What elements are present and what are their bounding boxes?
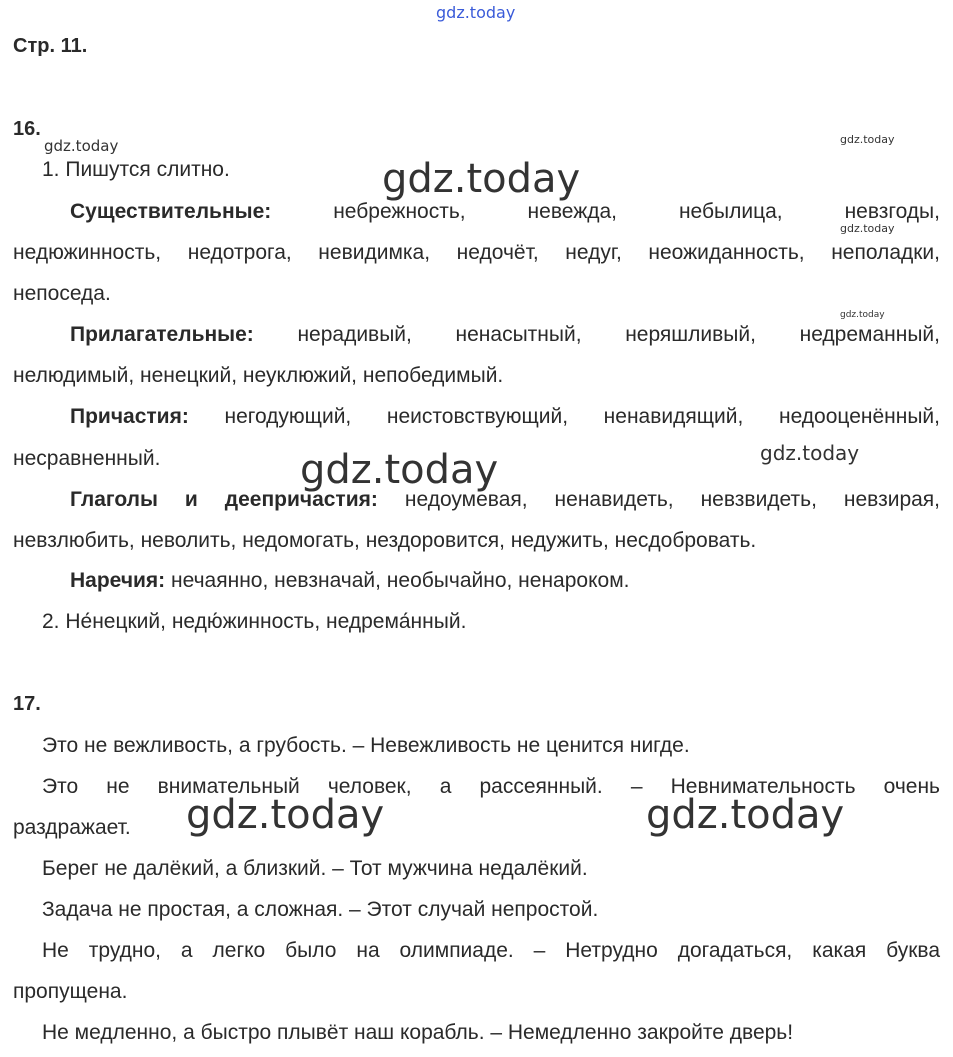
ex16-nouns-line-3: непоседа. — [13, 282, 111, 305]
ex16-part-line-1 — [70, 404, 940, 430]
ex17-line-4: Берег не далёкий, а близкий. – Тот мужчина недалёкий. — [42, 857, 588, 880]
ex16-verb-line-2: невзлюбить, неволить, недомогать, нездоровится, недужить, несдобровать. — [13, 529, 757, 552]
adj-label: Прилагательные: — [70, 323, 254, 346]
ex16-nouns-line-1 — [70, 199, 940, 225]
adv-label: Наречия: — [70, 569, 166, 592]
ex16-adv-line — [70, 568, 940, 594]
watermark: gdz.today — [382, 156, 581, 202]
watermark: gdz.today — [840, 133, 895, 146]
ex17-line-3: раздражает. — [13, 816, 131, 839]
ex17-line-2: Это не внимательный человек, а рассеянный. – Невнимательность очень — [42, 775, 940, 798]
ex17-line-7: пропущена. — [13, 980, 128, 1003]
ex17-line-6: Не трудно, а легко было на олимпиаде. – Нетрудно догадаться, какая буква — [42, 939, 940, 962]
ex17-line-5: Задача не простая, а сложная. – Этот случай непростой. — [42, 898, 599, 921]
watermark: gdz.today — [840, 310, 885, 320]
ex17-line-8: Не медленно, а быстро плывёт наш корабль. – Немедленно закройте дверь! — [42, 1021, 794, 1044]
ex16-adj-line-1 — [70, 322, 940, 348]
adj-words: нерадивый, ненасытный, неряшливый, недреманный, — [297, 323, 940, 346]
verb-words: недоумевая, ненавидеть, невзвидеть, невзирая, — [404, 488, 941, 511]
watermark-top: gdz.today — [436, 3, 516, 22]
watermark: gdz.today — [760, 441, 860, 465]
part-label: Причастия: — [70, 405, 189, 428]
ex16-adj-line-2: нелюдимый, ненецкий, неуклюжий, непобедимый. — [13, 364, 504, 387]
exercise-17-number: 17. — [13, 693, 41, 715]
ex17-line-1: Это не вежливость, а грубость. – Невежливость не ценится нигде. — [42, 734, 690, 757]
watermark: gdz.today — [300, 447, 499, 493]
ex16-nouns-line-2: недюжинность, недотрога, невидимка, недочёт, недуг, неожиданность, неполадки, — [13, 241, 940, 264]
ex16-part-line-2: несравненный. — [13, 447, 161, 470]
adv-words: нечаянно, невзначай, необычайно, ненароком. — [171, 569, 630, 592]
watermark: gdz.today — [646, 792, 845, 838]
watermark: gdz.today — [44, 137, 119, 155]
ex16-item-1: 1. Пишутся слитно. — [42, 158, 230, 181]
page-label: Стр. 11. — [13, 35, 88, 57]
exercise-16-number: 16. — [13, 118, 41, 140]
ex16-verb-line-1 — [70, 487, 940, 513]
ex16-item-2: 2. Не́нецкий, недю́жинность, недрема́нный. — [42, 610, 467, 633]
watermark: gdz.today — [186, 792, 385, 838]
verb-label: Глаголы и деепричастия: — [70, 488, 378, 511]
nouns-label: Существительные: — [70, 200, 272, 223]
part-words: негодующий, неистовствующий, ненавидящий, недооценённый, — [224, 405, 940, 428]
nouns-words: небрежность, невежда, небылица, невзгоды, — [333, 200, 940, 223]
watermark: gdz.today — [840, 222, 895, 235]
